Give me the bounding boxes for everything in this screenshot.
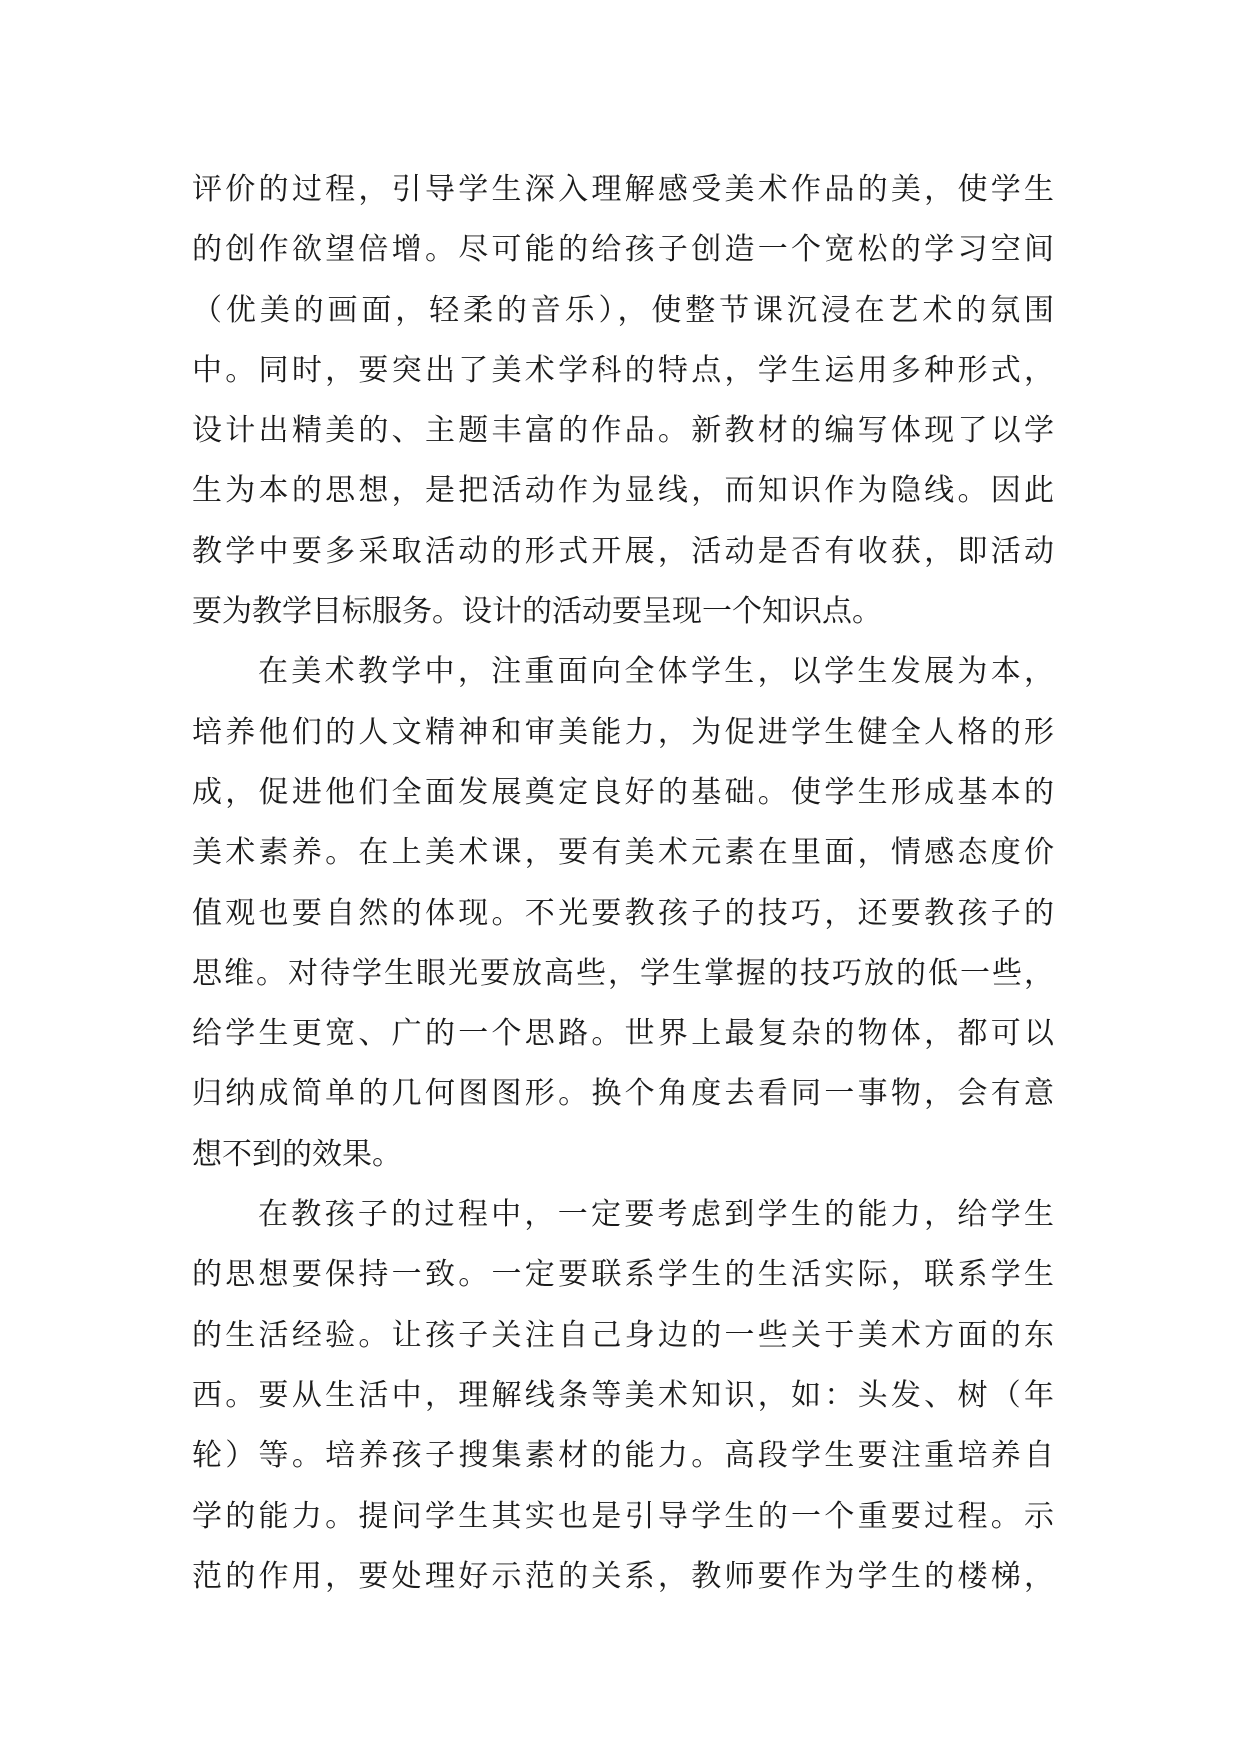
text-line: 学的能力。提问学生其实也是引导学生的一个重要过程。示 xyxy=(192,1498,1054,1534)
text-line: 培养他们的人文精神和审美能力，为促进学生健全人格的形 xyxy=(192,714,1054,750)
text-line: 在教孩子的过程中，一定要考虑到学生的能力，给学生 xyxy=(258,1197,1054,1233)
text-line: 中。同时，要突出了美术学科的特点，学生运用多种形式， xyxy=(192,352,1054,388)
text-line: 要为教学目标服务。设计的活动要呈现一个知识点。 xyxy=(192,594,882,630)
text-line: 轮）等。培养孩子搜集素材的能力。高段学生要注重培养自 xyxy=(192,1438,1054,1474)
paragraph-3 xyxy=(192,1185,1054,1607)
text-line: 的生活经验。让孩子关注自己身边的一些关于美术方面的东 xyxy=(192,1317,1054,1353)
text-line: 给学生更宽、广的一个思路。世界上最复杂的物体，都可以 xyxy=(192,1016,1054,1052)
text-line: 归纳成简单的几何图图形。换个角度去看同一事物，会有意 xyxy=(192,1076,1054,1112)
paragraph-2 xyxy=(192,642,1054,1185)
text-line: 范的作用，要处理好示范的关系，教师要作为学生的楼梯， xyxy=(192,1558,1054,1594)
text-line: 在美术教学中，注重面向全体学生，以学生发展为本， xyxy=(258,654,1054,690)
text-line: 设计出精美的、主题丰富的作品。新教材的编写体现了以学 xyxy=(192,413,1054,449)
paragraph-1 xyxy=(192,160,1054,642)
text-line: 思维。对待学生眼光要放高些，学生掌握的技巧放的低一些， xyxy=(192,955,1054,991)
text-line: 的思想要保持一致。一定要联系学生的生活实际，联系学生 xyxy=(192,1257,1054,1293)
text-line: 值观也要自然的体现。不光要教孩子的技巧，还要教孩子的 xyxy=(192,895,1054,931)
text-line: （优美的画面，轻柔的音乐），使整节课沉浸在艺术的氛围 xyxy=(192,292,1054,328)
text-line: 想不到的效果。 xyxy=(192,1136,402,1172)
text-line: 教学中要多采取活动的形式开展，活动是否有收获，即活动 xyxy=(192,533,1054,569)
text-line: 美术素养。在上美术课，要有美术元素在里面，情感态度价 xyxy=(192,835,1054,871)
text-line: 成，促进他们全面发展奠定良好的基础。使学生形成基本的 xyxy=(192,774,1054,810)
document-body xyxy=(192,160,1054,1607)
text-line: 的创作欲望倍增。尽可能的给孩子创造一个宽松的学习空间 xyxy=(192,232,1054,268)
text-line: 生为本的思想，是把活动作为显线，而知识作为隐线。因此 xyxy=(192,473,1054,509)
text-line: 评价的过程，引导学生深入理解感受美术作品的美，使学生 xyxy=(192,172,1054,207)
text-line: 西。要从生活中，理解线条等美术知识，如：头发、树（年 xyxy=(192,1377,1054,1413)
